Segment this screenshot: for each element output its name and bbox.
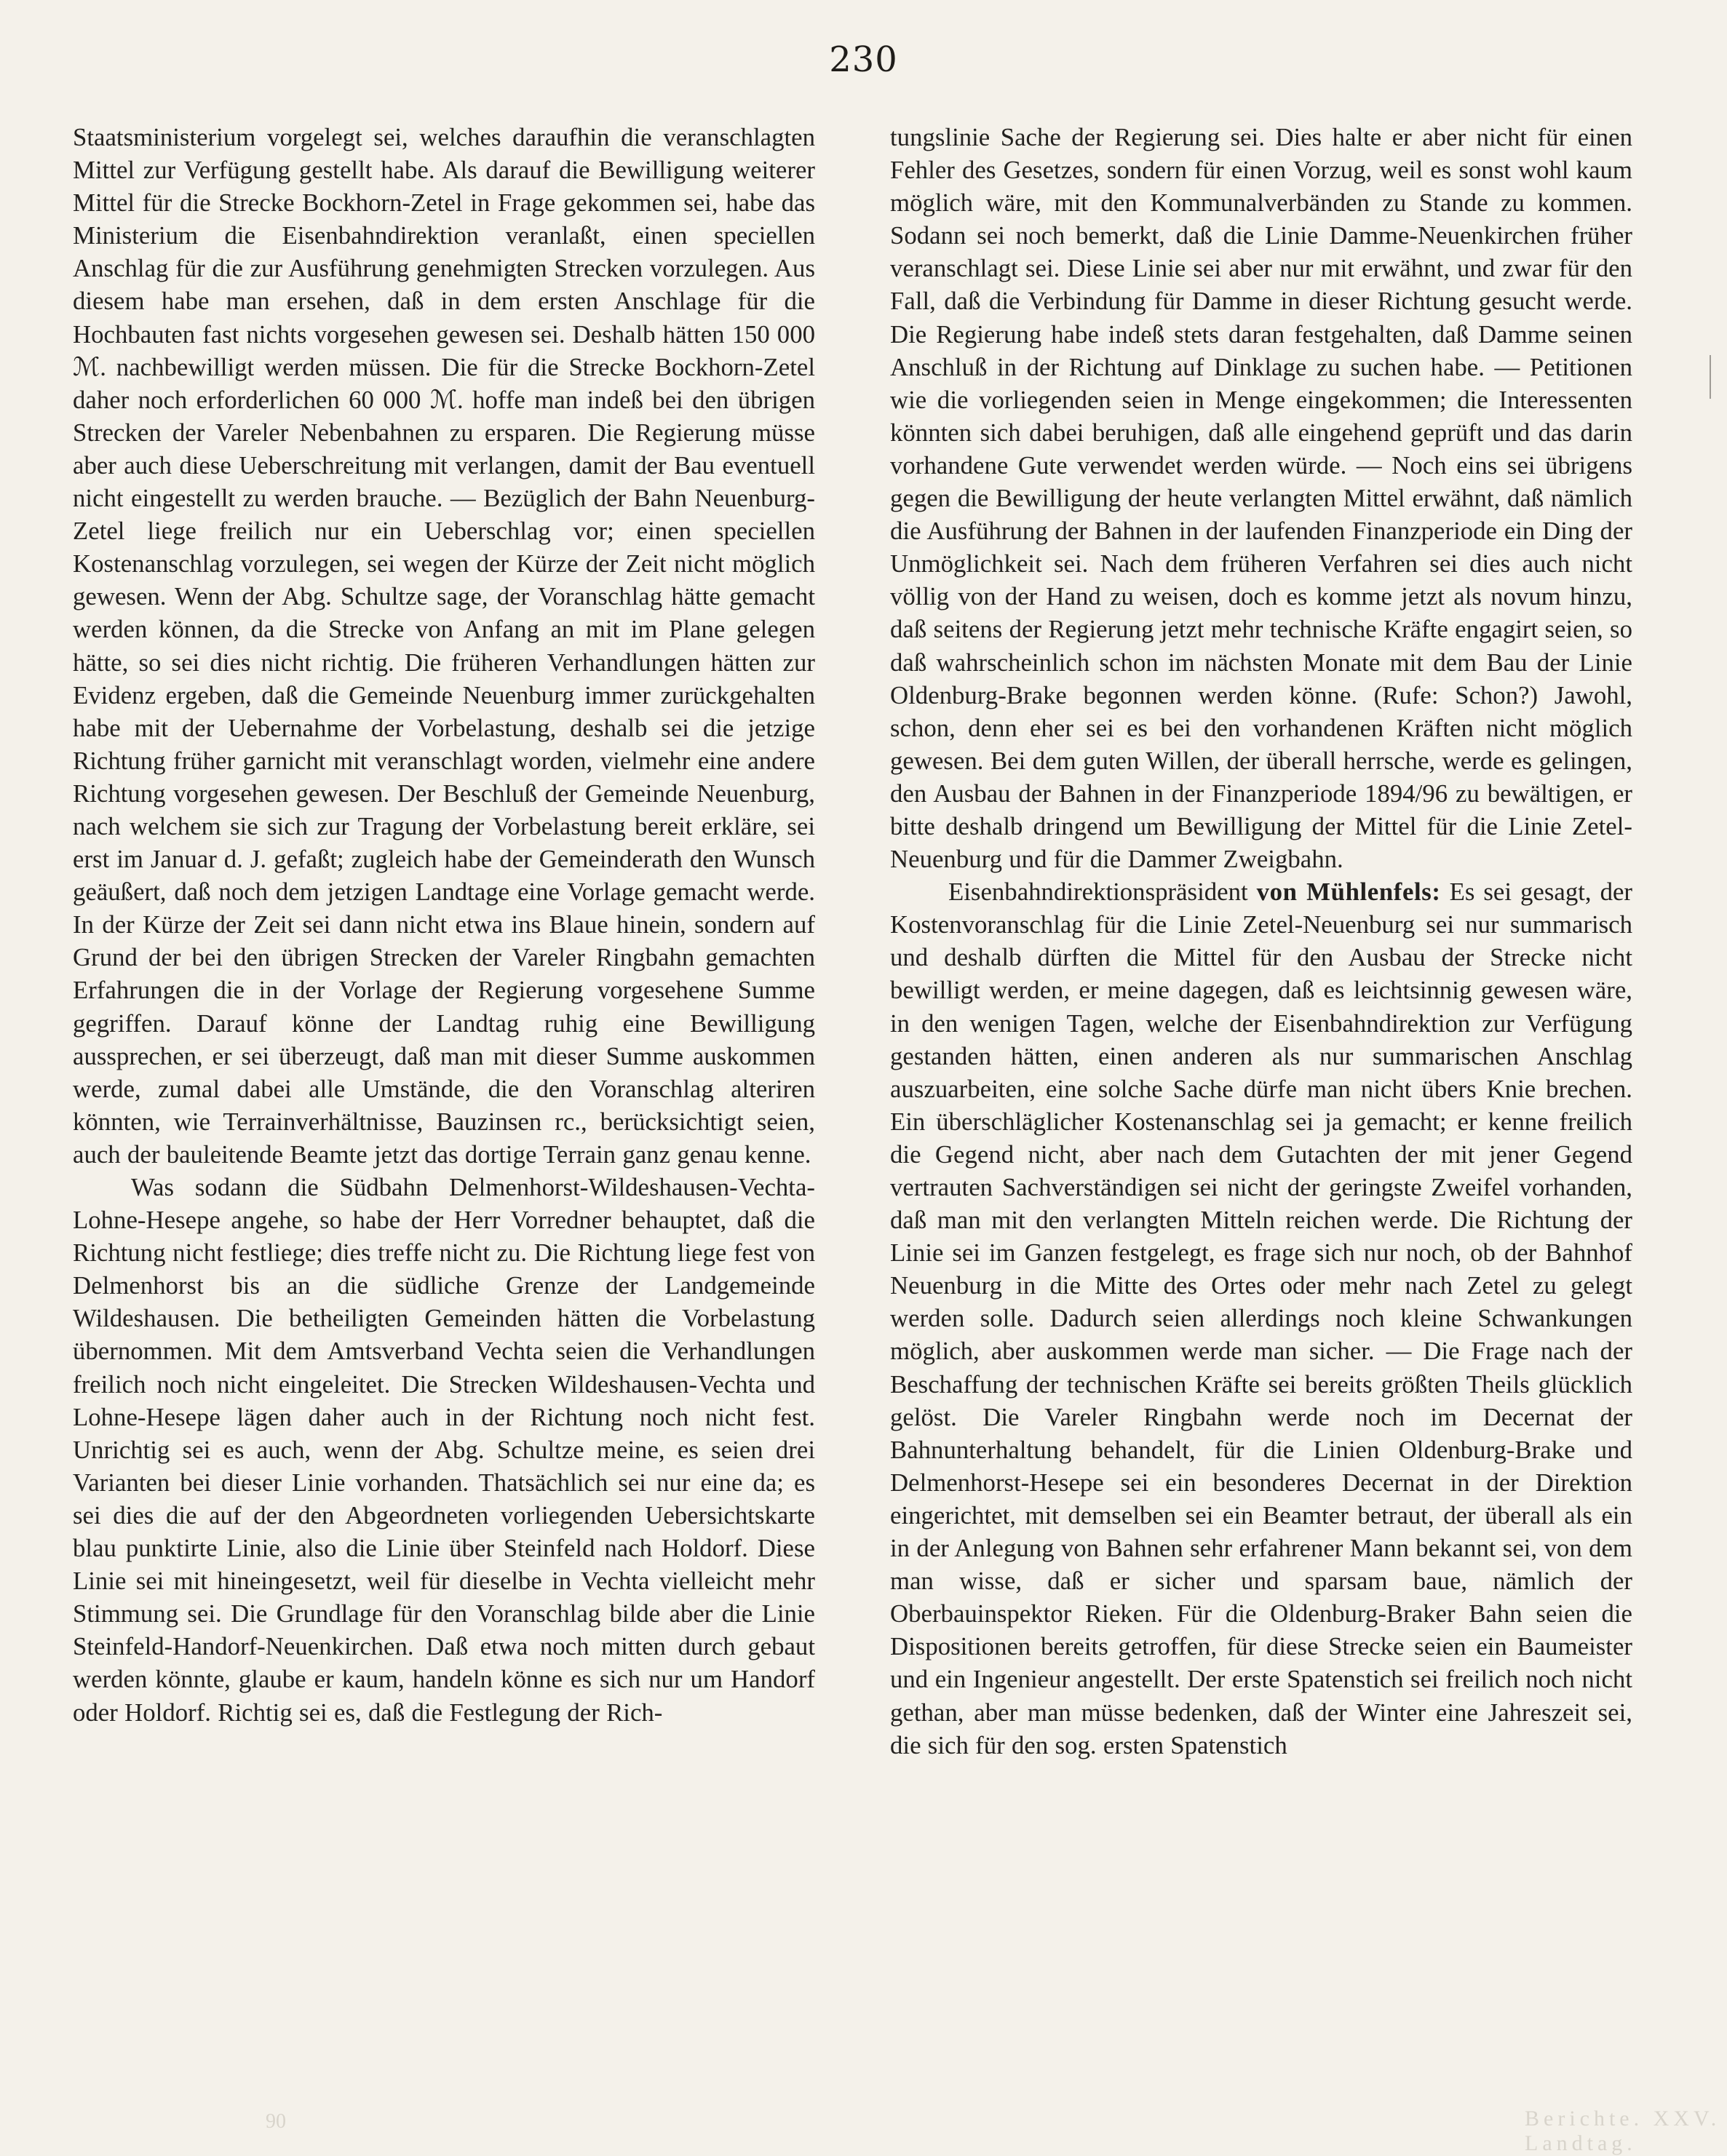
right-column [890, 121, 1632, 1762]
left-paragraph-2: Was sodann die Südbahn Delmenhorst-Wildeshausen-Vechta-Lohne-Hesepe angehe, so habe der Herr Vorredner behauptet, daß die Richtung nicht festliege; dies treffe nicht zu. Die Richtung liege fest von Delmenhorst bis an die südliche Grenze der Landgemeinde Wildeshausen. Die betheiligten Gemeinden hätten die Vorbelastung übernommen. Mit dem Amtsverband Vechta seien die Verhandlungen freilich noch nicht eingeleitet. Die Strecken Wildeshausen-Vechta und Lohne-Hesepe lägen daher auch in der Richtung noch nicht fest. Unrichtig sei es auch, wenn der Abg. Schultze meine, es seien drei Varianten bei dieser Linie vorhanden. Thatsächlich sei nur eine da; es sei dies die auf der den Abgeordneten vorliegenden Uebersichtskarte blau punktirte Linie, also die Linie über Steinfeld nach Holdorf. Diese Linie sei mit hineingesetzt, weil für dieselbe in Vechta vielleicht mehr Stimmung sei. Die Grundlage für den Voranschlag bilde aber die Linie Steinfeld-Handorf-Neuenkirchen. Daß etwa noch mitten durch gebaut werden könnte, glaube er kaum, handeln könne es sich nur um Handorf oder Holdorf. Richtig sei es, daß die Festlegung der Rich- [73, 1173, 815, 1727]
speaker-title: Eisenbahndirektionspräsident [948, 878, 1248, 907]
page-number: 230 [829, 39, 898, 80]
bleed-through-left: 90 [266, 2110, 286, 2133]
speaker-paragraph [890, 875, 1632, 1762]
bleed-through-right: Berichte. XXV. Landtag. [1525, 2107, 1721, 2155]
page-edge-mark [1702, 355, 1711, 399]
right-paragraph-2: Es sei gesagt, der Kostenvoranschlag für die Linie Zetel-Neuenburg sei nur summarisch und deshalb dürften die Mittel für den Ausbau der Strecke nicht bewilligt werden, er meine dagegen, daß es leichtsinnig gewesen wäre, in den wenigen Tagen, welche der Eisenbahndirektion zur Verfügung gestanden hätten, einen anderen als nur summarischen Anschlag auszuarbeiten, eine solche Sache dürfe man nicht übers Knie brechen. Ein überschläglicher Kostenanschlag sei ja gemacht; er kenne freilich die Gegend nicht, aber nach dem Gutachten der mit jener Gegend vertrauten Sachverständigen sei nicht der geringste Zweifel vorhanden, daß man mit den verlangten Mitteln reichen werde. Die Richtung der Linie sei im Ganzen festgelegt, es frage sich nur noch, ob der Bahnhof Neuenburg in die Mitte des Ortes oder mehr nach Zetel zu gelegt werden solle. Dadurch seien allerdings noch kleine Schwankungen möglich, aber auskommen werde man sicher. — Die Frage nach der Beschaffung der technischen Kräfte sei bereits größten Theils glücklich gelöst. Die Vareler Ringbahn werde noch im Decernat der Bahnunterhaltung behandelt, für die Linien Oldenburg-Brake und Delmenhorst-Hesepe sei ein besonderes Decernat in der Direktion eingerichtet, mit demselben sei ein Beamter betraut, der überall als ein in der Anlegung von Bahnen sehr erfahrener Mann bekannt sei, von dem man wisse, daß er sicher und sparsam baue, nämlich der Oberbauinspektor Rieken. Für die Oldenburg-Braker Bahn seien die Dispositionen bereits getroffen, für diese Strecke seien ein Baumeister und ein Ingenieur angestellt. Der erste Spatenstich sei freilich noch nicht gethan, aber man müsse bedenken, daß der Winter eine Jahreszeit sei, die sich für den sog. ersten Spatenstich [890, 878, 1632, 1759]
left-column [73, 121, 815, 1729]
left-paragraph-1: Staatsministerium vorgelegt sei, welches daraufhin die veranschlagten Mittel zur Verfügung gestellt habe. Als darauf die Bewilligung weiterer Mittel für die Strecke Bockhorn-Zetel in Frage gekommen sei, habe das Ministerium die Eisenbahndirektion veranlaßt, einen speciellen Anschlag für die zur Ausführung genehmigten Strecken vorzulegen. Aus diesem habe man ersehen, daß in dem ersten Anschlage für die Hochbauten fast nichts vorgesehen gewesen sei. Deshalb hätten 150 000 ℳ. nachbewilligt werden müssen. Die für die Strecke Bockhorn-Zetel daher noch erforderlichen 60 000 ℳ. hoffe man indeß bei den übrigen Strecken der Vareler Nebenbahnen zu ersparen. Die Regierung müsse aber auch diese Ueberschreitung mit verlangen, damit der Bau eventuell nicht eingestellt zu werden brauche. — Bezüglich der Bahn Neuenburg-Zetel liege freilich nur ein Ueberschlag vor; einen speciellen Kostenanschlag vorzulegen, sei wegen der Kürze der Zeit nicht möglich gewesen. Wenn der Abg. Schultze sage, der Voranschlag hätte gemacht werden können, da die Strecke von Anfang an mit im Plane gelegen hätte, so sei dies nicht richtig. Die früheren Verhandlungen hätten zur Evidenz ergeben, daß die Gemeinde Neuenburg immer zurückgehalten habe mit der Uebernahme der Vorbelastung, deshalb sei die jetzige Richtung früher garnicht mit veranschlagt worden, vielmehr eine andere Richtung vorgesehen gewesen. Der Beschluß der Gemeinde Neuenburg, nach welchem sie sich zur Tragung der Vorbelastung bereit erkläre, sei erst im Januar d. J. gefaßt; zugleich habe der Gemeinderath den Wunsch geäußert, daß noch dem jetzigen Landtage eine Vorlage gemacht werde. In der Kürze der Zeit sei dann nicht etwa ins Blaue hinein, sondern auf Grund der bei den übrigen Strecken der Vareler Ringbahn gemachten Erfahrungen die in der Vorlage der Regierung vorgesehene Summe gegriffen. Darauf könne der Landtag ruhig eine Bewilligung aussprechen, er sei überzeugt, daß man mit dieser Summe auskommen werde, zumal dabei alle Umstände, die den Voranschlag alteriren könnten, wie Terrainverhältnisse, Bauzinsen rc., berücksichtigt seien, auch der bauleitende Beamte jetzt das dortige Terrain ganz genau kenne. [73, 123, 815, 1169]
speaker-name: von Mühlenfels: [1256, 878, 1441, 907]
column-gutter [863, 120, 864, 2026]
right-paragraph-1: tungslinie Sache der Regierung sei. Dies halte er aber nicht für einen Fehler des Gesetzes, sondern für einen Vorzug, weil es sonst wohl kaum möglich wäre, mit den Kommunalverbänden zu Stande zu kommen. Sodann sei noch bemerkt, daß die Linie Damme-Neuenkirchen früher veranschlagt sei. Diese Linie sei aber nur mit erwähnt, und zwar für den Fall, daß die Verbindung für Damme in dieser Richtung gesucht werde. Die Regierung habe indeß stets daran festgehalten, daß Damme seinen Anschluß in der Richtung auf Dinklage zu suchen habe. — Petitionen wie die vorliegenden seien in Menge eingekommen; die Interessenten könnten sich dabei beruhigen, daß alle eingehend geprüft und das darin vorhandene Gute verwendet werden würde. — Noch eins sei übrigens gegen die Bewilligung der heute verlangten Mittel erwähnt, daß nämlich die Ausführung der Bahnen in der laufenden Finanzperiode ein Ding der Unmöglichkeit sei. Nach dem früheren Verfahren sei dies auch nicht völlig von der Hand zu weisen, doch es komme jetzt als novum hinzu, daß seitens der Regierung jetzt mehr technische Kräfte engagirt seien, so daß wahrscheinlich schon im nächsten Monate mit dem Bau der Linie Oldenburg-Brake begonnen werden könne. (Rufe: Schon?) Jawohl, schon, denn eher sei es bei den vorhandenen Kräften nicht möglich gewesen. Bei dem guten Willen, der überall herrsche, werde es gelingen, den Ausbau der Bahnen in der Finanzperiode 1894/96 zu bewältigen, er bitte deshalb dringend um Bewilligung der Mittel für die Linie Zetel-Neuenburg und für die Dammer Zweigbahn. [890, 123, 1632, 874]
